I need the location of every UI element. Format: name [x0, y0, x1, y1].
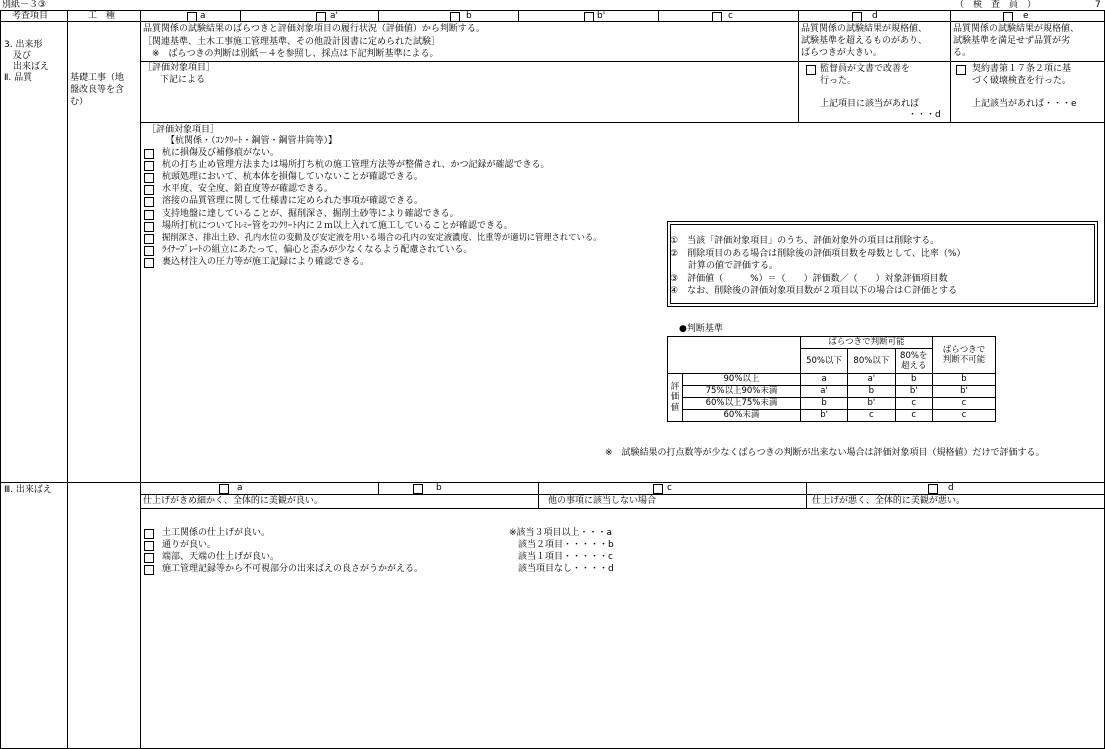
section2-item: Ⅲ. 出来ばえ — [4, 485, 52, 495]
judge-cell: b — [933, 374, 996, 386]
note-4: ③ 評価値（ %）＝（ ）評価数／（ ）対象評価項目数 — [670, 274, 948, 284]
s2-grade-c-checkbox[interactable] — [653, 484, 663, 494]
grade-c-label: c — [728, 11, 733, 21]
judge-col-2: 80%以下 — [848, 349, 895, 374]
footnote: ※ 試験結果の打点数等が少なくばらつきの判断が出来ない場合は評価対象項目（規格値）だけで評価する。 — [605, 448, 1045, 458]
d-text-3: ばらつきが大きい。 — [801, 48, 882, 58]
note-5: ④ なお、削除後の評価対象項目数が２項目以下の場合はＣ評価とする — [670, 286, 958, 296]
item-line-2: 及び — [4, 51, 32, 61]
item-checkbox[interactable] — [144, 246, 154, 256]
grade-b2-label: b' — [597, 11, 606, 21]
s2-a-text: 仕上げがきめ細かく、全体的に美観が良い。 — [143, 496, 323, 506]
judge-cell: b' — [895, 386, 932, 398]
judge-cell: a — [800, 374, 847, 386]
grade-d-label: d — [872, 11, 878, 21]
judge-cell: b' — [848, 398, 895, 410]
item-text: 杭に損傷及び補修痕がない。 — [162, 148, 280, 158]
intro-line-3: ※ ばらつきの判断は別紙－４を参照し、採点は下記判断基準による。 — [143, 49, 439, 59]
item-line-1: 3. 出来形 — [4, 40, 43, 50]
judge-col-3: 80%を 超える — [895, 349, 932, 374]
grade-b-label: b — [466, 11, 472, 21]
appearance-text: 土工関係の仕上げが良い。 — [162, 528, 271, 538]
form-id: 別紙－３③ — [2, 0, 47, 10]
grade-a-label: a — [200, 11, 206, 21]
grade-a2-label: a' — [330, 11, 338, 21]
s2-grade-a-checkbox[interactable] — [219, 484, 229, 494]
grade-a2-checkbox[interactable] — [316, 12, 326, 22]
d-note-2: ・・・d — [908, 110, 941, 120]
item-text: 杭の打ち止め管理方法または場所打ち杭の施工管理方法等が整備され、かつ記録が確認できる。 — [162, 160, 550, 171]
s2-grade-c-label: c — [667, 483, 672, 493]
appearance-text: 施工管理記録等から不可視部分の出来ばえの良さがうかがえる。 — [162, 564, 424, 574]
item-checkbox[interactable] — [144, 173, 154, 183]
d-check-2: 行った。 — [820, 76, 857, 86]
appearance-checkbox[interactable] — [144, 529, 154, 539]
judge-title: ●判断基準 — [679, 324, 723, 334]
judge-row-label: 評 価 値 — [668, 374, 683, 422]
grade-e-checkbox[interactable] — [1003, 12, 1013, 22]
grade-a-checkbox[interactable] — [187, 12, 197, 22]
judge-row: 90%以上 — [683, 374, 801, 386]
judge-head-possible: ばらつきで判断可能 — [800, 337, 932, 349]
item-checkbox[interactable] — [144, 161, 154, 171]
judge-cell: c — [933, 398, 996, 410]
items-head: ［評価対象項目］ — [147, 125, 220, 135]
item-text: 裏込材注入の圧力等が施工記録により確認できる。 — [162, 256, 370, 267]
judge-cell: c — [848, 410, 895, 422]
item-checkbox[interactable] — [144, 258, 154, 268]
item-text: ﾗｲﾅｰﾌﾟﾚｰﾄの組立にあたって、偏心と歪みが少なくなるよう配慮されている。 — [162, 244, 473, 255]
judge-cell: b — [800, 398, 847, 410]
item-text: 支持地盤に達していることが、掘削深さ、掘削土砂等により確認できる。 — [162, 208, 459, 219]
intro-line-2: ［関連基準、土木工事施工管理基準、その他設計図書に定められた試験］ — [143, 37, 441, 47]
s2-d-text: 仕上げが悪く、全体的に美観が悪い。 — [812, 496, 965, 506]
e-check-1: 契約書第１７条２項に基 — [972, 64, 1072, 74]
header-item: 考査項目 — [12, 11, 49, 21]
appearance-text: 端部、天端の仕上げが良い。 — [162, 552, 280, 562]
items-sub: 【杭関係・（ｺﾝｸﾘｰﾄ・鋼管・鋼管井筒等）】 — [166, 136, 338, 146]
d-check-1: 監督員が文書で改善を — [820, 64, 911, 74]
grade-b-checkbox[interactable] — [450, 12, 460, 22]
eval-sub: 下記による — [160, 75, 206, 85]
e-text-3: る。 — [953, 48, 972, 58]
s2-grade-b-label: b — [436, 483, 442, 493]
item-text: 水平度、安全度、鉛直度等が確認できる。 — [162, 184, 334, 195]
s2-score-1: ※該当３項目以上・・・a — [509, 528, 613, 538]
d-text-2: 試験基準を超えるものがあり、 — [801, 36, 928, 46]
judge-cell: b' — [800, 410, 847, 422]
item-line-3: 出来ばえ — [4, 62, 50, 72]
item-checkbox[interactable] — [144, 185, 154, 195]
item-checkbox[interactable] — [144, 222, 154, 232]
item-checkbox[interactable] — [144, 210, 154, 220]
judge-cell: b' — [933, 386, 996, 398]
page-number: 7 — [1095, 0, 1101, 10]
judge-head-impossible: ばらつきで 判断不可能 — [933, 337, 996, 374]
item-checkbox[interactable] — [144, 197, 154, 207]
s2-score-4: 該当項目なし・・・・d — [509, 564, 614, 574]
note-1: ① 当該「評価対象項目」のうち、評価対象外の項目は削除する。 — [670, 236, 940, 246]
work-type-1: 基礎工事（地 — [70, 73, 125, 83]
judge-cell: b — [895, 374, 932, 386]
note-3: 計算の値で評価する。 — [670, 261, 779, 271]
grade-d-checkbox[interactable] — [852, 12, 862, 22]
judge-cell: a' — [848, 374, 895, 386]
d-text-1: 品質関係の試験結果が規格値、 — [801, 24, 928, 34]
header-type: 工 種 — [88, 11, 116, 21]
appearance-text: 通りが良い。 — [162, 540, 217, 550]
s2-grade-d-label: d — [948, 483, 954, 493]
note-2: ② 削除項目のある場合は削除後の評価項目数を母数として、比率（%） — [670, 249, 966, 259]
intro-line-1: 品質関係の試験結果のばらつきと評価対象項目の履行状況（評価値）から判断する。 — [143, 24, 485, 34]
s2-score-2: 該当２項目・・・・・b — [509, 540, 614, 550]
item-text: 溶接の品質管理に関して仕様書に定められた事項が確認できる。 — [162, 196, 424, 207]
grade-c-checkbox[interactable] — [712, 12, 722, 22]
judge-row: 60%以上75%未満 — [683, 398, 801, 410]
grade-e-label: e — [1023, 11, 1029, 21]
item-line-4: Ⅱ. 品質 — [4, 73, 33, 83]
eval-head: ［評価対象項目］ — [143, 63, 216, 73]
judge-table — [667, 336, 996, 422]
item-checkbox[interactable] — [144, 149, 154, 159]
item-checkbox[interactable] — [144, 234, 154, 244]
appearance-checkbox[interactable] — [144, 541, 154, 551]
e-text-1: 品質関係の試験結果が規格値、 — [953, 24, 1080, 34]
s2-c-text: 他の事項に該当しない場合 — [548, 496, 657, 506]
e-note: 上記該当があれば・・・e — [972, 99, 1077, 109]
judge-row: 75%以上90%未満 — [683, 386, 801, 398]
work-type-3: む） — [70, 97, 89, 107]
e-text-2: 試験基準を満足せず品質が劣 — [953, 36, 1071, 46]
inspector-label: （ 検 査 員 ） — [955, 0, 1037, 10]
judge-cell: b — [848, 386, 895, 398]
judge-cell: c — [895, 410, 932, 422]
item-text: 掘削深さ、排出土砂、孔内水位の変動及び安定液を用いる場合の孔内の安定液濃度、比重等が適切に管理されている。 — [162, 231, 602, 242]
judge-row: 60%未満 — [683, 410, 801, 422]
s2-grade-d-checkbox[interactable] — [928, 484, 938, 494]
s2-grade-a-label: a — [237, 483, 243, 493]
appearance-checkbox[interactable] — [144, 553, 154, 563]
d-note: 上記項目に該当があれば — [820, 99, 920, 109]
e-check-2: づく破壊検査を行った。 — [972, 76, 1072, 86]
item-text: 杭頭処理において、杭本体を損傷していないことが確認できる。 — [162, 172, 423, 183]
item-text: 場所打杭についてﾄﾚﾐｰ管をｺﾝｸﾘｰﾄ内に２ｍ以上入れて施工していることが確認できる。 — [162, 220, 513, 231]
e-contract-checkbox[interactable] — [956, 65, 966, 75]
work-type-2: 盤改良等を含 — [70, 85, 125, 95]
judge-cell: c — [933, 410, 996, 422]
judge-cell: c — [895, 398, 932, 410]
grade-b2-checkbox[interactable] — [584, 12, 594, 22]
s2-grade-b-checkbox[interactable] — [413, 484, 423, 494]
judge-cell: a' — [800, 386, 847, 398]
s2-score-3: 該当１項目・・・・・c — [509, 552, 613, 562]
d-supervisor-checkbox[interactable] — [806, 65, 816, 75]
appearance-checkbox[interactable] — [144, 565, 154, 575]
judge-col-1: 50%以下 — [800, 349, 847, 374]
